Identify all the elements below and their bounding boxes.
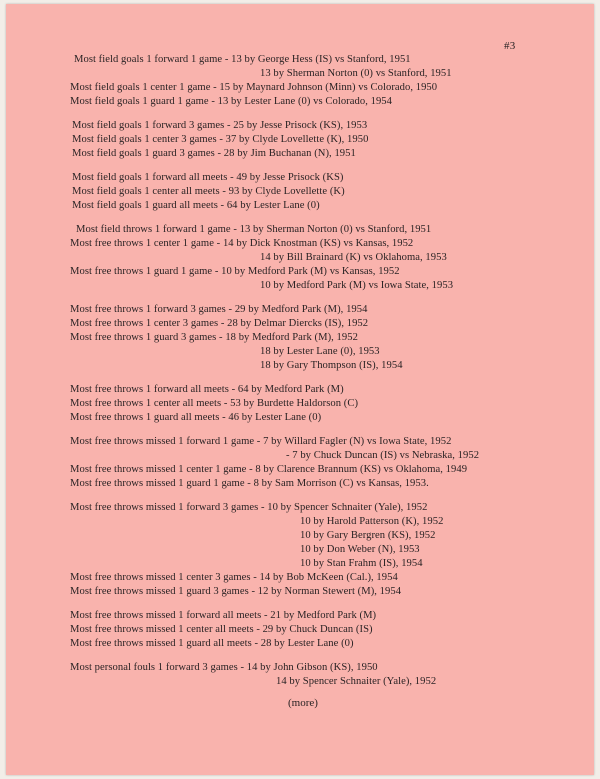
record-line: Most free throws 1 guard all meets - 46 by Lester Lane (0) xyxy=(70,412,322,423)
record-line: Most free throws missed 1 center 3 games - 14 by Bob McKeen (Cal.), 1954 xyxy=(70,572,398,583)
record-line: 13 by Sherman Norton (0) vs Stanford, 1951 xyxy=(260,68,452,79)
record-line: Most field throws 1 forward 1 game - 13 by Sherman Norton (0) vs Stanford, 1951 xyxy=(76,224,432,235)
record-line: Most free throws 1 guard 1 game - 10 by Medford Park (M) vs Kansas, 1952 xyxy=(70,266,400,277)
record-line: Most field goals 1 guard 3 games - 28 by Jim Buchanan (N), 1951 xyxy=(72,148,356,159)
record-line: Most free throws 1 center 1 game - 14 by Dick Knostman (KS) vs Kansas, 1952 xyxy=(70,238,414,249)
record-line: Most field goals 1 center all meets - 93 by Clyde Lovellette (K) xyxy=(72,186,345,197)
record-line: 18 by Lester Lane (0), 1953 xyxy=(260,346,380,357)
record-line: Most free throws missed 1 forward 3 games - 10 by Spencer Schnaiter (Yale), 1952 xyxy=(70,502,428,513)
record-line: Most free throws 1 forward all meets - 64 by Medford Park (M) xyxy=(70,384,344,395)
record-line: Most field goals 1 forward 1 game - 13 by George Hess (IS) vs Stanford, 1951 xyxy=(74,54,411,65)
record-line: 10 by Gary Bergren (KS), 1952 xyxy=(300,530,436,541)
record-line: Most free throws missed 1 center all meets - 29 by Chuck Duncan (IS) xyxy=(70,624,373,635)
record-line: Most field goals 1 forward all meets - 49 by Jesse Prisock (KS) xyxy=(72,172,344,183)
record-line: Most personal fouls 1 forward 3 games - 14 by John Gibson (KS), 1950 xyxy=(70,662,378,673)
record-line: Most free throws missed 1 guard 3 games - 12 by Norman Stewert (M), 1954 xyxy=(70,586,402,597)
record-line: Most free throws 1 forward 3 games - 29 by Medford Park (M), 1954 xyxy=(70,304,368,315)
record-line: 18 by Gary Thompson (IS), 1954 xyxy=(260,360,403,371)
record-line: Most field goals 1 forward 3 games - 25 by Jesse Prisock (KS), 1953 xyxy=(72,120,368,131)
record-line: 10 by Don Weber (N), 1953 xyxy=(300,544,420,555)
record-line: Most free throws 1 guard 3 games - 18 by Medford Park (M), 1952 xyxy=(70,332,358,343)
record-line: Most field goals 1 center 3 games - 37 by Clyde Lovellette (K), 1950 xyxy=(72,134,369,145)
record-line: 14 by Spencer Schnaiter (Yale), 1952 xyxy=(276,676,437,687)
record-line: Most free throws missed 1 forward all meets - 21 by Medford Park (M) xyxy=(70,610,377,621)
record-line: Most field goals 1 center 1 game - 15 by Maynard Johnson (Minn) vs Colorado, 1950 xyxy=(70,82,438,93)
record-line: 10 by Harold Patterson (K), 1952 xyxy=(300,516,444,527)
record-line: Most free throws missed 1 guard all meets - 28 by Lester Lane (0) xyxy=(70,638,354,649)
record-line: - 7 by Chuck Duncan (IS) vs Nebraska, 1952 xyxy=(286,450,480,461)
record-line: 14 by Bill Brainard (K) vs Oklahoma, 1953 xyxy=(260,252,447,263)
continued-footer: (more) xyxy=(288,697,318,709)
record-line: Most free throws 1 center all meets - 53 by Burdette Haldorson (C) xyxy=(70,398,359,409)
record-line: Most field goals 1 guard 1 game - 13 by Lester Lane (0) vs Colorado, 1954 xyxy=(70,96,392,107)
record-line: Most free throws missed 1 center 1 game - 8 by Clarence Brannum (KS) vs Oklahoma, 1949 xyxy=(70,464,468,475)
record-line: 10 by Stan Frahm (IS), 1954 xyxy=(300,558,423,569)
record-line: Most field goals 1 guard all meets - 64 by Lester Lane (0) xyxy=(72,200,320,211)
record-line: Most free throws 1 center 3 games - 28 by Delmar Diercks (IS), 1952 xyxy=(70,318,369,329)
page-number: #3 xyxy=(504,40,516,52)
record-line: 10 by Medford Park (M) vs Iowa State, 1953 xyxy=(260,280,454,291)
document-page xyxy=(6,4,594,775)
record-line: Most free throws missed 1 forward 1 game - 7 by Willard Fagler (N) vs Iowa State, 1952 xyxy=(70,436,452,447)
record-line: Most free throws missed 1 guard 1 game - 8 by Sam Morrison (C) vs Kansas, 1953. xyxy=(70,478,429,489)
